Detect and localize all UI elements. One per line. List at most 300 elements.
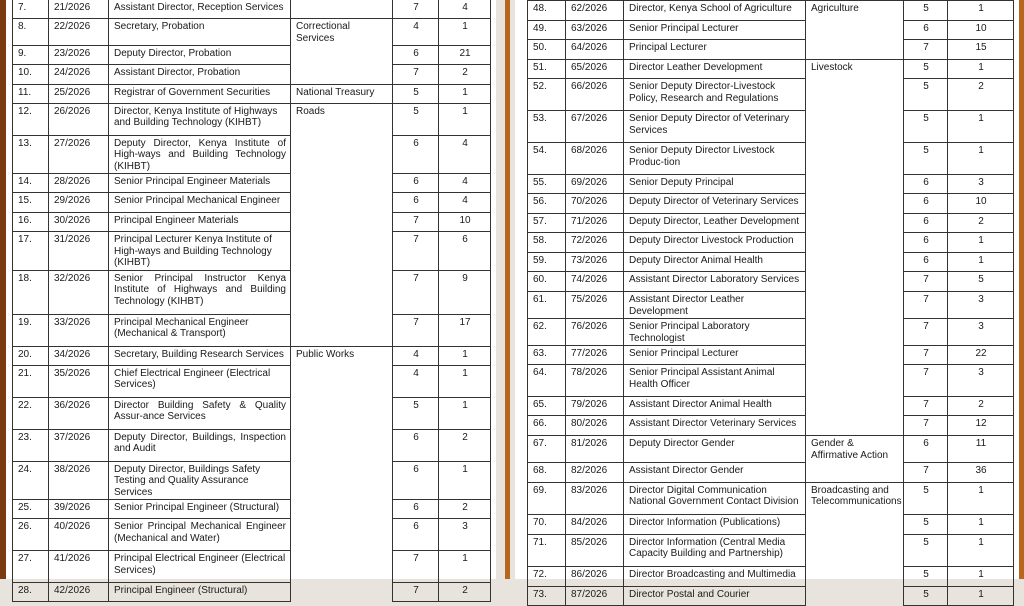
table-row xyxy=(528,514,1014,534)
ministry-cell xyxy=(291,270,393,314)
table-row xyxy=(13,174,491,193)
ministry-cell xyxy=(291,0,393,19)
job-grade-cell: 6 xyxy=(904,436,948,463)
table-row xyxy=(528,397,1014,416)
reference-number-cell: 67/2026 xyxy=(566,111,624,143)
vacancies-cell: 10 xyxy=(948,194,1014,214)
vacancies-cell: 2 xyxy=(439,583,491,602)
table-row xyxy=(13,45,491,64)
vacancies-cell: 2 xyxy=(948,79,1014,111)
job-title-cell: Principal Lecturer Kenya Institute of High-ways and Building Technology (KIHBT) xyxy=(109,232,291,271)
vacancies-cell: 1 xyxy=(948,566,1014,586)
vacancies-cell: 1 xyxy=(439,346,491,365)
job-grade-cell: 7 xyxy=(904,346,948,365)
vacancies-cell: 3 xyxy=(948,319,1014,346)
vacancies-cell: 1 xyxy=(439,365,491,397)
vacancies-cell: 22 xyxy=(948,346,1014,365)
job-grade-cell: 6 xyxy=(393,174,439,193)
ministry-cell xyxy=(291,64,393,84)
job-grade-cell: 6 xyxy=(393,519,439,551)
vacancies-cell: 1 xyxy=(948,233,1014,253)
table-row xyxy=(528,586,1014,605)
ministry-cell xyxy=(291,365,393,397)
serial-number-cell: 26. xyxy=(13,519,49,551)
reference-number-cell: 73/2026 xyxy=(566,253,624,272)
job-title-cell: Senior Deputy Director Livestock Produc-tion xyxy=(624,143,806,175)
reference-number-cell: 87/2026 xyxy=(566,586,624,605)
reference-number-cell: 24/2026 xyxy=(49,64,109,84)
serial-number-cell: 68. xyxy=(528,462,566,482)
reference-number-cell: 68/2026 xyxy=(566,143,624,175)
job-grade-cell: 5 xyxy=(393,84,439,103)
job-title-cell: Secretary, Building Research Services xyxy=(109,346,291,365)
serial-number-cell: 50. xyxy=(528,40,566,60)
serial-number-cell: 14. xyxy=(13,174,49,193)
ministry-cell xyxy=(291,193,393,213)
table-row xyxy=(528,21,1014,40)
left-page xyxy=(6,0,496,596)
table-row xyxy=(528,253,1014,272)
job-grade-cell: 6 xyxy=(393,193,439,213)
table-row xyxy=(13,0,491,19)
job-grade-cell: 5 xyxy=(904,1,948,21)
vacancies-cell: 1 xyxy=(439,84,491,103)
vacancies-cell: 1 xyxy=(439,461,491,500)
serial-number-cell: 28. xyxy=(13,583,49,602)
reference-number-cell: 63/2026 xyxy=(566,21,624,40)
ministry-cell xyxy=(291,45,393,64)
serial-number-cell: 15. xyxy=(13,193,49,213)
job-grade-cell: 5 xyxy=(393,397,439,429)
ministry-cell xyxy=(806,462,904,482)
reference-number-cell: 38/2026 xyxy=(49,461,109,500)
ministry-cell xyxy=(806,272,904,292)
serial-number-cell: 61. xyxy=(528,292,566,319)
serial-number-cell: 9. xyxy=(13,45,49,64)
vacancies-cell: 1 xyxy=(948,111,1014,143)
ministry-cell xyxy=(806,416,904,436)
reference-number-cell: 71/2026 xyxy=(566,214,624,233)
reference-number-cell: 74/2026 xyxy=(566,272,624,292)
vacancies-cell: 10 xyxy=(439,213,491,232)
serial-number-cell: 10. xyxy=(13,64,49,84)
reference-number-cell: 32/2026 xyxy=(49,270,109,314)
ministry-cell xyxy=(806,253,904,272)
job-title-cell: Secretary, Probation xyxy=(109,19,291,46)
reference-number-cell: 35/2026 xyxy=(49,365,109,397)
table-row xyxy=(13,365,491,397)
vacancies-cell: 1 xyxy=(948,1,1014,21)
vacancies-cell: 6 xyxy=(439,232,491,271)
ministry-cell: Broadcasting and Telecommunications xyxy=(806,482,904,514)
job-title-cell: Principal Engineer Materials xyxy=(109,213,291,232)
job-title-cell: Senior Principal Lecturer xyxy=(624,21,806,40)
reference-number-cell: 75/2026 xyxy=(566,292,624,319)
ministry-cell xyxy=(291,135,393,174)
reference-number-cell: 80/2026 xyxy=(566,416,624,436)
vacancies-cell: 3 xyxy=(948,175,1014,194)
reference-number-cell: 29/2026 xyxy=(49,193,109,213)
table-row xyxy=(13,103,491,135)
job-title-cell: Assistant Director Leather Development xyxy=(624,292,806,319)
job-title-cell: Deputy Director, Leather Development xyxy=(624,214,806,233)
reference-number-cell: 64/2026 xyxy=(566,40,624,60)
ministry-cell: Roads xyxy=(291,103,393,135)
serial-number-cell: 52. xyxy=(528,79,566,111)
vacancies-cell: 21 xyxy=(439,45,491,64)
job-grade-cell: 5 xyxy=(904,514,948,534)
job-grade-cell: 6 xyxy=(393,45,439,64)
serial-number-cell: 24. xyxy=(13,461,49,500)
job-title-cell: Registrar of Government Securities xyxy=(109,84,291,103)
page-gutter xyxy=(505,0,510,579)
reference-number-cell: 84/2026 xyxy=(566,514,624,534)
reference-number-cell: 78/2026 xyxy=(566,365,624,397)
job-grade-cell: 6 xyxy=(393,135,439,174)
serial-number-cell: 16. xyxy=(13,213,49,232)
serial-number-cell: 22. xyxy=(13,397,49,429)
job-grade-cell: 7 xyxy=(393,0,439,19)
job-grade-cell: 6 xyxy=(393,461,439,500)
serial-number-cell: 55. xyxy=(528,175,566,194)
serial-number-cell: 11. xyxy=(13,84,49,103)
job-title-cell: Senior Principal Laboratory Technologist xyxy=(624,319,806,346)
job-grade-cell: 7 xyxy=(393,232,439,271)
table-row xyxy=(528,111,1014,143)
table-row xyxy=(13,397,491,429)
serial-number-cell: 25. xyxy=(13,500,49,519)
ministry-cell xyxy=(291,213,393,232)
job-grade-cell: 7 xyxy=(393,64,439,84)
reference-number-cell: 72/2026 xyxy=(566,233,624,253)
vacancies-cell: 1 xyxy=(948,143,1014,175)
reference-number-cell: 31/2026 xyxy=(49,232,109,271)
table-row xyxy=(528,462,1014,482)
vacancies-cell: 1 xyxy=(439,551,491,583)
vacancies-cell: 2 xyxy=(439,429,491,461)
table-row xyxy=(13,84,491,103)
table-row xyxy=(528,482,1014,514)
table-row xyxy=(13,213,491,232)
serial-number-cell: 53. xyxy=(528,111,566,143)
vacancies-cell: 36 xyxy=(948,462,1014,482)
serial-number-cell: 70. xyxy=(528,514,566,534)
serial-number-cell: 21. xyxy=(13,365,49,397)
left-vacancy-table xyxy=(12,0,491,602)
reference-number-cell: 26/2026 xyxy=(49,103,109,135)
reference-number-cell: 40/2026 xyxy=(49,519,109,551)
ministry-cell xyxy=(806,79,904,111)
ministry-cell xyxy=(806,111,904,143)
table-row xyxy=(528,60,1014,79)
table-row xyxy=(13,135,491,174)
job-grade-cell: 5 xyxy=(904,79,948,111)
vacancies-cell: 5 xyxy=(948,272,1014,292)
job-title-cell: Director, Kenya Institute of Highways and Building Technology (KIHBT) xyxy=(109,103,291,135)
job-grade-cell: 7 xyxy=(904,319,948,346)
reference-number-cell: 30/2026 xyxy=(49,213,109,232)
ministry-cell xyxy=(291,429,393,461)
job-title-cell: Director, Kenya School of Agriculture xyxy=(624,1,806,21)
ministry-cell xyxy=(291,519,393,551)
serial-number-cell: 18. xyxy=(13,270,49,314)
reference-number-cell: 69/2026 xyxy=(566,175,624,194)
ministry-cell xyxy=(291,174,393,193)
reference-number-cell: 21/2026 xyxy=(49,0,109,19)
reference-number-cell: 27/2026 xyxy=(49,135,109,174)
reference-number-cell: 22/2026 xyxy=(49,19,109,46)
ministry-cell xyxy=(291,461,393,500)
job-title-cell: Senior Principal Engineer (Structural) xyxy=(109,500,291,519)
ministry-cell: National Treasury xyxy=(291,84,393,103)
vacancies-cell: 12 xyxy=(948,416,1014,436)
ministry-cell xyxy=(291,551,393,583)
table-row xyxy=(13,500,491,519)
table-row xyxy=(528,346,1014,365)
table-row xyxy=(13,519,491,551)
vacancies-cell: 9 xyxy=(439,270,491,314)
table-row xyxy=(528,79,1014,111)
table-row xyxy=(13,19,491,46)
reference-number-cell: 81/2026 xyxy=(566,436,624,463)
job-grade-cell: 5 xyxy=(904,566,948,586)
job-grade-cell: 7 xyxy=(904,40,948,60)
table-row xyxy=(13,346,491,365)
job-title-cell: Director Information (Central Media Capacity Building and Partnership) xyxy=(624,534,806,566)
ministry-cell xyxy=(291,583,393,602)
serial-number-cell: 57. xyxy=(528,214,566,233)
ministry-cell xyxy=(806,397,904,416)
table-row xyxy=(528,214,1014,233)
ministry-cell xyxy=(806,586,904,605)
job-grade-cell: 7 xyxy=(904,365,948,397)
vacancies-cell: 1 xyxy=(948,534,1014,566)
reference-number-cell: 42/2026 xyxy=(49,583,109,602)
job-grade-cell: 5 xyxy=(904,111,948,143)
serial-number-cell: 48. xyxy=(528,1,566,21)
ministry-cell xyxy=(806,143,904,175)
table-row xyxy=(13,270,491,314)
ministry-cell xyxy=(806,566,904,586)
job-grade-cell: 4 xyxy=(393,346,439,365)
job-title-cell: Principal Lecturer xyxy=(624,40,806,60)
ministry-cell xyxy=(806,319,904,346)
vacancies-cell: 1 xyxy=(439,19,491,46)
vacancies-cell: 10 xyxy=(948,21,1014,40)
job-title-cell: Assistant Director, Probation xyxy=(109,64,291,84)
vacancies-cell: 17 xyxy=(439,314,491,346)
job-grade-cell: 7 xyxy=(904,416,948,436)
job-grade-cell: 4 xyxy=(393,19,439,46)
serial-number-cell: 66. xyxy=(528,416,566,436)
job-grade-cell: 7 xyxy=(393,314,439,346)
serial-number-cell: 13. xyxy=(13,135,49,174)
job-grade-cell: 7 xyxy=(904,272,948,292)
vacancies-cell: 15 xyxy=(948,40,1014,60)
job-title-cell: Director Building Safety & Quality Assur-ance Services xyxy=(109,397,291,429)
vacancies-cell: 1 xyxy=(439,103,491,135)
serial-number-cell: 56. xyxy=(528,194,566,214)
table-row xyxy=(13,314,491,346)
ministry-cell: Agriculture xyxy=(806,1,904,21)
serial-number-cell: 27. xyxy=(13,551,49,583)
ministry-cell xyxy=(806,194,904,214)
reference-number-cell: 25/2026 xyxy=(49,84,109,103)
table-row xyxy=(528,233,1014,253)
serial-number-cell: 71. xyxy=(528,534,566,566)
serial-number-cell: 17. xyxy=(13,232,49,271)
ministry-cell: Correctional Services xyxy=(291,19,393,46)
job-title-cell: Principal Mechanical Engineer (Mechanical & Transport) xyxy=(109,314,291,346)
job-title-cell: Assistant Director Gender xyxy=(624,462,806,482)
vacancies-cell: 1 xyxy=(948,586,1014,605)
table-row xyxy=(528,40,1014,60)
job-grade-cell: 6 xyxy=(904,194,948,214)
job-title-cell: Senior Deputy Principal xyxy=(624,175,806,194)
job-title-cell: Director Leather Development xyxy=(624,60,806,79)
job-grade-cell: 5 xyxy=(904,586,948,605)
ministry-cell xyxy=(806,21,904,40)
table-row xyxy=(528,272,1014,292)
table-row xyxy=(528,416,1014,436)
vacancies-cell: 1 xyxy=(948,514,1014,534)
job-title-cell: Director Information (Publications) xyxy=(624,514,806,534)
table-row xyxy=(528,319,1014,346)
job-grade-cell: 7 xyxy=(904,397,948,416)
job-grade-cell: 5 xyxy=(904,60,948,79)
job-grade-cell: 7 xyxy=(393,270,439,314)
vacancies-cell: 2 xyxy=(439,64,491,84)
job-title-cell: Principal Electrical Engineer (Electrical Services) xyxy=(109,551,291,583)
job-grade-cell: 6 xyxy=(904,21,948,40)
job-grade-cell: 7 xyxy=(393,583,439,602)
vacancies-cell: 2 xyxy=(948,214,1014,233)
table-row xyxy=(528,436,1014,463)
serial-number-cell: 54. xyxy=(528,143,566,175)
ministry-cell: Gender & Affirmative Action xyxy=(806,436,904,463)
vacancies-cell: 4 xyxy=(439,193,491,213)
serial-number-cell: 7. xyxy=(13,0,49,19)
job-title-cell: Assistant Director, Reception Services xyxy=(109,0,291,19)
ministry-cell xyxy=(806,292,904,319)
job-title-cell: Deputy Director, Probation xyxy=(109,45,291,64)
reference-number-cell: 62/2026 xyxy=(566,1,624,21)
serial-number-cell: 23. xyxy=(13,429,49,461)
ministry-cell xyxy=(806,346,904,365)
job-grade-cell: 4 xyxy=(393,365,439,397)
job-title-cell: Assistant Director Laboratory Services xyxy=(624,272,806,292)
job-title-cell: Senior Principal Engineer Materials xyxy=(109,174,291,193)
ministry-cell xyxy=(806,365,904,397)
job-title-cell: Deputy Director Gender xyxy=(624,436,806,463)
table-row xyxy=(13,583,491,602)
right-vacancy-table xyxy=(527,0,1014,606)
job-title-cell: Deputy Director, Kenya Institute of High-ways and Building Technology (KIHBT) xyxy=(109,135,291,174)
vacancies-cell: 3 xyxy=(439,519,491,551)
ministry-cell xyxy=(806,214,904,233)
job-title-cell: Deputy Director Animal Health xyxy=(624,253,806,272)
job-grade-cell: 7 xyxy=(904,462,948,482)
serial-number-cell: 64. xyxy=(528,365,566,397)
serial-number-cell: 67. xyxy=(528,436,566,463)
job-grade-cell: 5 xyxy=(904,143,948,175)
serial-number-cell: 49. xyxy=(528,21,566,40)
job-grade-cell: 5 xyxy=(393,103,439,135)
job-title-cell: Deputy Director of Veterinary Services xyxy=(624,194,806,214)
serial-number-cell: 51. xyxy=(528,60,566,79)
reference-number-cell: 66/2026 xyxy=(566,79,624,111)
reference-number-cell: 41/2026 xyxy=(49,551,109,583)
reference-number-cell: 39/2026 xyxy=(49,500,109,519)
reference-number-cell: 86/2026 xyxy=(566,566,624,586)
vacancies-cell: 3 xyxy=(948,292,1014,319)
reference-number-cell: 37/2026 xyxy=(49,429,109,461)
serial-number-cell: 8. xyxy=(13,19,49,46)
table-row xyxy=(528,292,1014,319)
job-title-cell: Director Postal and Courier xyxy=(624,586,806,605)
job-grade-cell: 5 xyxy=(904,534,948,566)
job-title-cell: Senior Deputy Director-Livestock Policy, Research and Regulations xyxy=(624,79,806,111)
vacancies-cell: 4 xyxy=(439,135,491,174)
job-title-cell: Senior Principal Assistant Animal Health Officer xyxy=(624,365,806,397)
ministry-cell xyxy=(806,40,904,60)
serial-number-cell: 63. xyxy=(528,346,566,365)
vacancies-cell: 3 xyxy=(948,365,1014,397)
job-title-cell: Deputy Director, Buildings Safety Testing and Quality Assurance Services xyxy=(109,461,291,500)
right-page xyxy=(515,0,1019,600)
vacancies-cell: 1 xyxy=(948,482,1014,514)
serial-number-cell: 69. xyxy=(528,482,566,514)
job-title-cell: Senior Principal Mechanical Engineer (Mechanical and Water) xyxy=(109,519,291,551)
table-row xyxy=(528,143,1014,175)
job-title-cell: Deputy Director Livestock Production xyxy=(624,233,806,253)
job-grade-cell: 7 xyxy=(393,213,439,232)
job-grade-cell: 6 xyxy=(393,500,439,519)
serial-number-cell: 12. xyxy=(13,103,49,135)
job-title-cell: Chief Electrical Engineer (Electrical Services) xyxy=(109,365,291,397)
table-row xyxy=(13,193,491,213)
table-row xyxy=(528,1,1014,21)
reference-number-cell: 33/2026 xyxy=(49,314,109,346)
vacancies-cell: 11 xyxy=(948,436,1014,463)
job-grade-cell: 6 xyxy=(904,253,948,272)
ministry-cell: Livestock xyxy=(806,60,904,79)
ministry-cell xyxy=(806,233,904,253)
vacancies-cell: 4 xyxy=(439,0,491,19)
job-title-cell: Director Digital Communication National Government Contact Division xyxy=(624,482,806,514)
reference-number-cell: 82/2026 xyxy=(566,462,624,482)
reference-number-cell: 34/2026 xyxy=(49,346,109,365)
job-grade-cell: 6 xyxy=(904,175,948,194)
reference-number-cell: 28/2026 xyxy=(49,174,109,193)
job-title-cell: Senior Principal Instructor Kenya Institute of Highways and Building Technology (KIHBT) xyxy=(109,270,291,314)
vacancies-cell: 4 xyxy=(439,174,491,193)
job-title-cell: Senior Deputy Director of Veterinary Services xyxy=(624,111,806,143)
job-grade-cell: 6 xyxy=(904,214,948,233)
ministry-cell xyxy=(806,534,904,566)
ministry-cell xyxy=(291,397,393,429)
table-row xyxy=(528,534,1014,566)
serial-number-cell: 72. xyxy=(528,566,566,586)
job-grade-cell: 7 xyxy=(393,551,439,583)
vacancies-cell: 2 xyxy=(948,397,1014,416)
serial-number-cell: 65. xyxy=(528,397,566,416)
reference-number-cell: 76/2026 xyxy=(566,319,624,346)
job-title-cell: Assistant Director Animal Health xyxy=(624,397,806,416)
reference-number-cell: 23/2026 xyxy=(49,45,109,64)
reference-number-cell: 83/2026 xyxy=(566,482,624,514)
job-title-cell: Assistant Director Veterinary Services xyxy=(624,416,806,436)
